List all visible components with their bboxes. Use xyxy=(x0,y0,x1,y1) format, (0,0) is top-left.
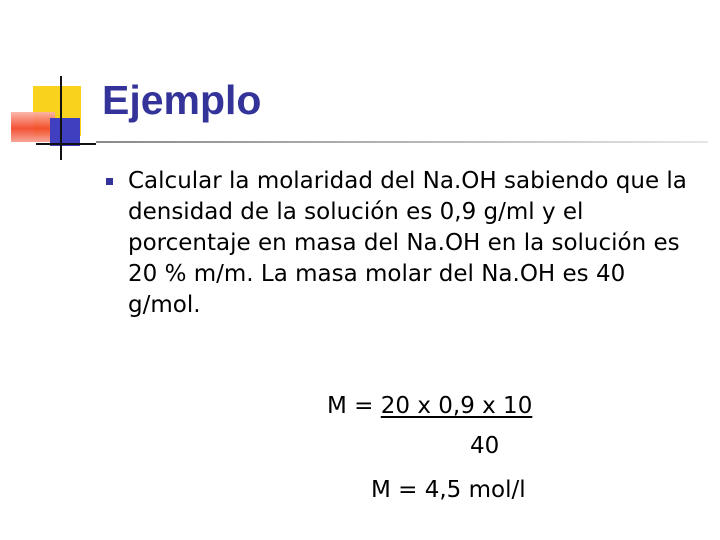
horizontal-rule-dark xyxy=(36,143,96,145)
formula-lhs: M = xyxy=(327,393,381,419)
red-square xyxy=(11,112,55,142)
blue-square xyxy=(50,118,80,146)
formula-numerator-line xyxy=(327,392,532,420)
bullet-text: Calcular la molaridad del Na.OH sabiendo que la densidad de la solución es 0,9 g/ml y el porcentaje en masa del Na.OH en la solución es 20 % m/m. La masa molar del Na.OH es 40 g/mol. xyxy=(128,168,687,318)
title-underline xyxy=(96,141,708,143)
formula-result: M = 4,5 mol/l xyxy=(371,477,526,503)
slide-title: Ejemplo xyxy=(102,77,262,123)
bullet-square-icon xyxy=(106,178,113,185)
formula-numerator: 20 x 0,9 x 10 xyxy=(380,393,533,419)
vertical-rule xyxy=(60,76,62,160)
formula-denominator: 40 xyxy=(470,433,500,459)
